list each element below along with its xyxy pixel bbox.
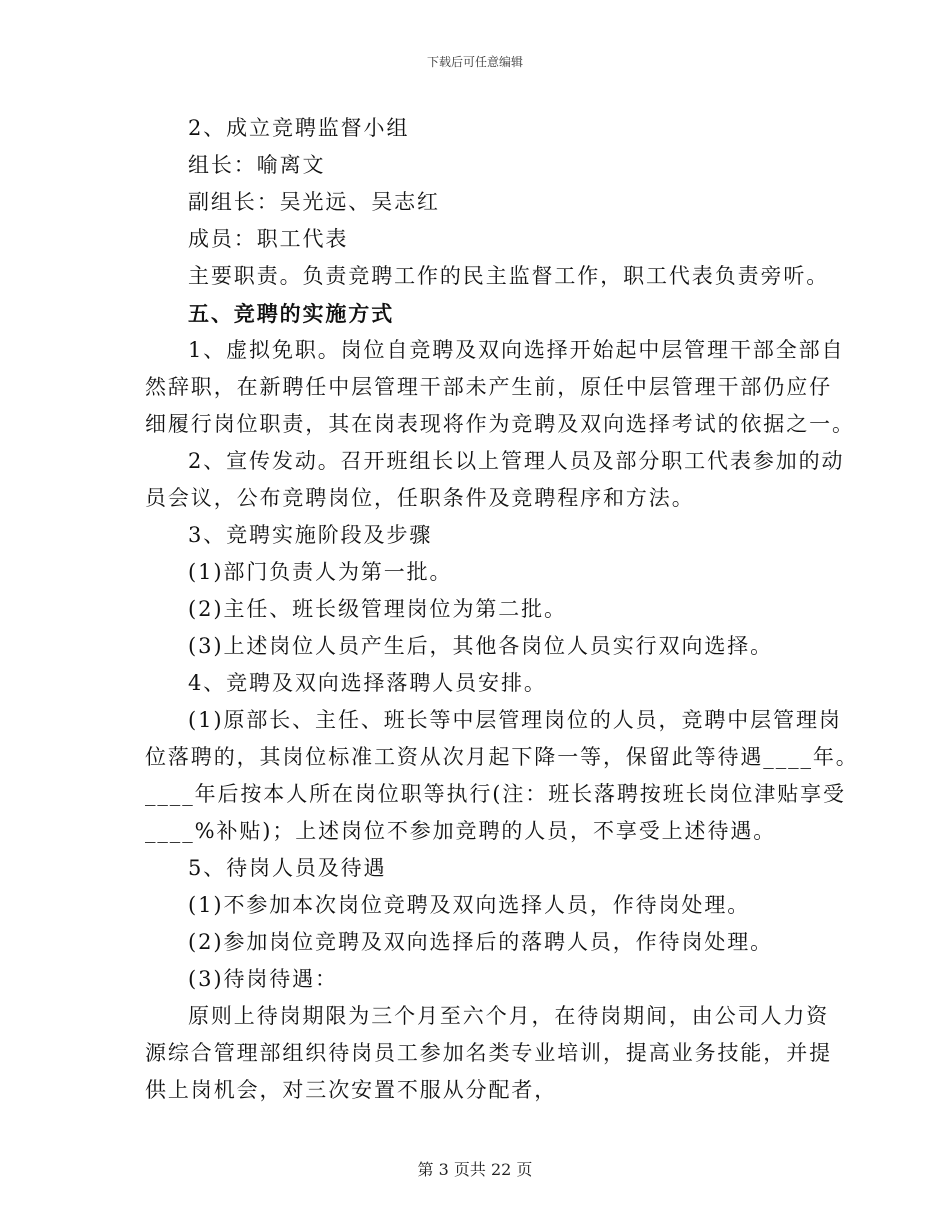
paragraph-line: 1、虚拟免职。岗位自竞聘及双向选择开始起中层管理干部全部自 (188, 338, 845, 362)
paragraph-line: ____年后按本人所在岗位职等执行(注：班长落聘按班长岗位津贴享受 (145, 782, 846, 806)
paragraph-line: (1)部门负责人为第一批。 (188, 560, 453, 584)
paragraph-line: 组长：喻离文 (188, 153, 326, 177)
paragraph (145, 443, 845, 517)
paragraph-line: ____%补贴)；上述岗位不参加竞聘的人员，不享受上述待遇。 (145, 819, 777, 843)
paragraph (145, 850, 810, 887)
paragraph-line: 5、待岗人员及待遇 (188, 856, 387, 880)
paragraph (145, 702, 859, 850)
paragraph-line: 员会议，公布竞聘岗位，任职条件及竞聘程序和方法。 (145, 486, 695, 510)
paragraph (145, 517, 810, 554)
paragraph (145, 258, 830, 295)
paragraph (145, 961, 810, 998)
paragraph-line: 然辞职，在新聘任中层管理干部未产生前，原任中层管理干部仍应仔 (145, 375, 832, 399)
page-header-note: 下载后可任意编辑 (426, 55, 523, 69)
paragraph-line: 成员：职工代表 (188, 227, 349, 251)
paragraph (145, 628, 810, 665)
paragraph (145, 184, 810, 221)
paragraph-line: 2、成立竞聘监督小组 (188, 116, 410, 140)
paragraph-line: 主要职责。负责竞聘工作的民主监督工作，职工代表负责旁听。 (188, 264, 830, 288)
paragraph-line: (3)上述岗位人员产生后，其他各岗位人员实行双向选择。 (188, 634, 774, 658)
paragraph-line: (3)待岗待遇： (188, 967, 338, 991)
paragraph-line: 4、竞聘及双向选择落聘人员安排。 (188, 671, 547, 695)
paragraph (145, 887, 810, 924)
paragraph-line: 源综合管理部组织待岗员工参加名类专业培训，提高业务技能，并提 (145, 1041, 832, 1065)
paragraph-line: 位落聘的，其岗位标准工资从次月起下降一等，保留此等待遇____年。 (145, 745, 859, 769)
paragraph (145, 924, 810, 961)
paragraph (145, 295, 810, 332)
paragraph-line: 3、竞聘实施阶段及步骤 (188, 523, 433, 547)
page-footer: 第 3 页共 22 页 (417, 1160, 533, 1179)
paragraph-line: (2)主任、班长级管理岗位为第二批。 (188, 597, 567, 621)
paragraph (145, 221, 810, 258)
document-body (145, 110, 859, 1109)
paragraph-line: 副组长：吴光远、吴志红 (188, 190, 440, 214)
paragraph-line: 2、宣传发动。召开班组长以上管理人员及部分职工代表参加的动 (188, 449, 845, 473)
section-heading-line: 五、竞聘的实施方式 (188, 301, 395, 326)
paragraph-line: (2)参加岗位竞聘及双向选择后的落聘人员，作待岗处理。 (188, 930, 774, 954)
paragraph (145, 110, 810, 147)
paragraph (145, 591, 810, 628)
paragraph (145, 998, 832, 1109)
paragraph-line: 供上岗机会，对三次安置不服从分配者， (145, 1078, 558, 1102)
paragraph-line: (1)原部长、主任、班长等中层管理岗位的人员，竞聘中层管理岗 (188, 708, 842, 732)
paragraph-line: (1)不参加本次岗位竞聘及双向选择人员，作待岗处理。 (188, 893, 751, 917)
paragraph (145, 665, 810, 702)
paragraph (145, 332, 855, 443)
paragraph-line: 原则上待岗期限为三个月至六个月，在待岗期间，由公司人力资 (188, 1004, 830, 1028)
paragraph (145, 554, 810, 591)
paragraph-line: 细履行岗位职责，其在岗表现将作为竞聘及双向选择考试的依据之一。 (145, 412, 855, 436)
paragraph (145, 147, 810, 184)
